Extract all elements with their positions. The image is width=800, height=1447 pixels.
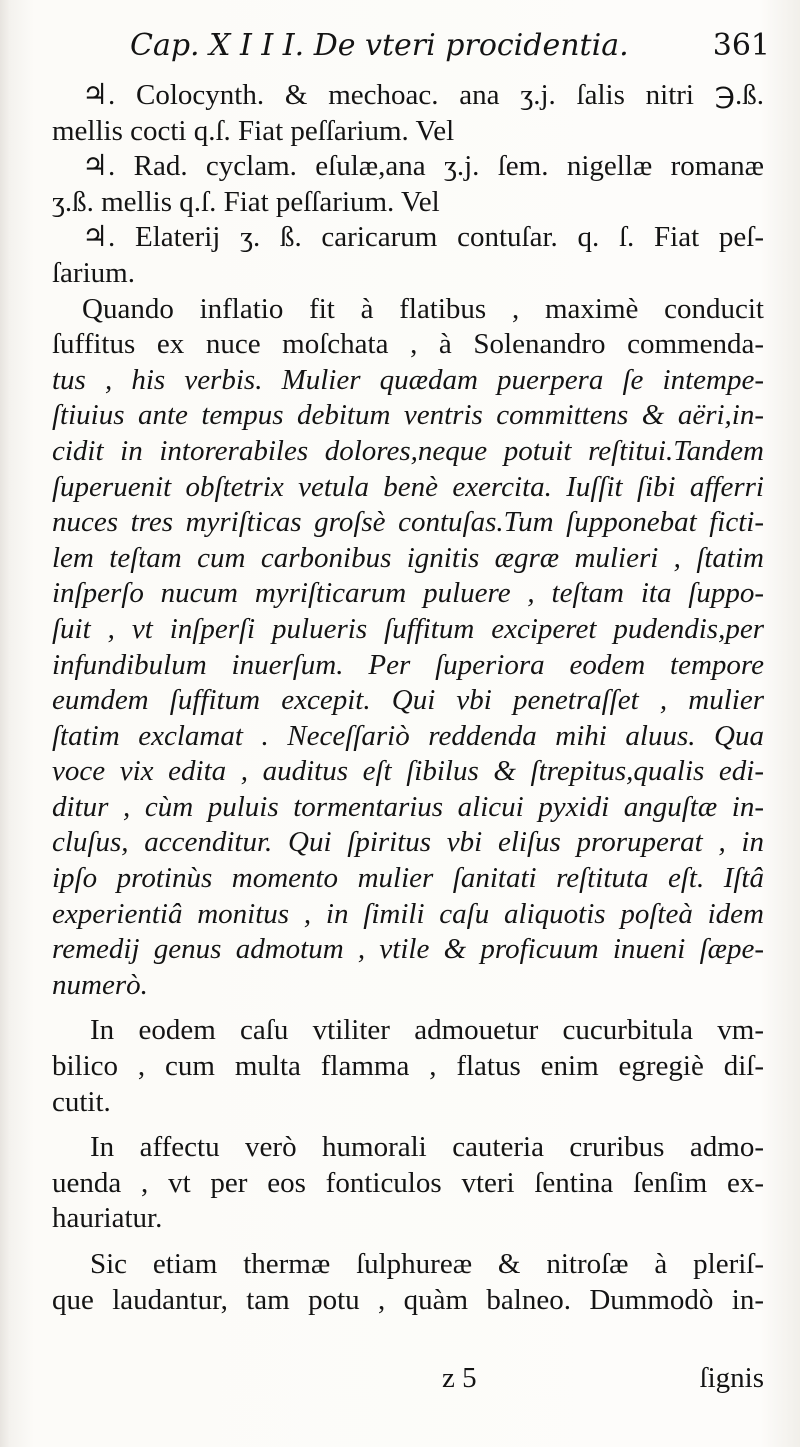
text-line: ſarium.: [52, 256, 135, 289]
text-line: voce vix edita , auditus eſt ſibilus & ſtrepitus,qualis edi-: [52, 755, 764, 788]
text-line: cidit in intorerabiles dolores,neque potuit reſtitui.Tandem: [52, 434, 764, 467]
text-line: Sic etiam thermæ ſulphureæ & nitroſæ à pleriſ-: [90, 1248, 764, 1280]
text-line: tus , his verbis. Mulier quædam puerpera ſe intempe-: [52, 363, 764, 396]
text-line: ipſo protinùs momento mulier ſanitati reſtituta eſt. Iſtâ: [52, 862, 764, 895]
text-line: numerò.: [52, 968, 148, 1001]
text-line: experientiâ monitus , in ſimili caſu aliquotis poſteà idem: [52, 897, 764, 930]
page-number: 361: [712, 28, 770, 63]
paragraph-gap: [52, 1003, 764, 1013]
text-line: remedij genus admotum , vtile & proficuum inueni ſæpe-: [52, 933, 764, 966]
text-line: ſtatim exclamat . Neceſſariò reddenda mihi aluus. Qua: [52, 719, 764, 752]
body-text: [52, 78, 764, 1318]
text-line: cutit.: [52, 1085, 111, 1118]
text-line: ♃. Elaterij ʒ. ß. caricarum contuſar. q. ſ. Fiat peſ-: [82, 221, 764, 254]
paragraph-gap: [52, 1120, 764, 1130]
text-line: nuces tres myriſticas groſsè contuſas.Tum ſupponebat ficti-: [52, 506, 764, 539]
text-line: ♃. Colocynth. & mechoac. ana ʒ.j. ſalis nitri ℈.ß.: [82, 79, 764, 111]
text-line: ſuit , vt inſperſi pulueris ſuffitum exciperet pudendis,per: [52, 612, 764, 645]
running-title: Cap. X I I I. De vteri procidentia.: [130, 28, 629, 63]
page-footer: [52, 1362, 764, 1402]
text-line: uenda , vt per eos fonticulos vteri ſentina ſenſim ex-: [52, 1166, 764, 1199]
text-line: infundibulum inuerſum. Per ſuperiora eodem tempore: [52, 648, 764, 681]
text-line: lem teſtam cum carbonibus ignitis ægræ mulieri , ſtatim: [52, 541, 764, 574]
text-line: ♃. Rad. cyclam. eſulæ,ana ʒ.j. ſem. nigellæ romanæ: [82, 150, 764, 183]
text-line: hauriatur.: [52, 1202, 163, 1235]
text-line: ʒ.ß. mellis q.ſ. Fiat peſſarium. Vel: [52, 185, 440, 218]
paragraph-gap: [52, 1237, 764, 1247]
text-line: eumdem ſuffitum excepit. Qui vbi penetraſſet , mulier: [52, 684, 764, 717]
signature-mark: z 5: [442, 1362, 477, 1394]
text-line: ſuperuenit obſtetrix vetula benè exercita. Iuſſit ſibi afferri: [52, 470, 764, 503]
text-line: que laudantur, tam potu , quàm balneo. Dummodò in-: [52, 1283, 764, 1316]
text-line: ſuffitus ex nuce moſchata , à Solenandro commenda-: [52, 328, 764, 361]
text-line: inſperſo nucum myriſticarum puluere , teſtam ita ſuppo-: [52, 577, 764, 610]
running-header: [130, 28, 770, 63]
text-line: cluſus, accenditur. Qui ſpiritus vbi eliſus proruperat , in: [52, 826, 764, 859]
catchword: ſignis: [699, 1362, 764, 1394]
text-line: ditur , cùm puluis tormentarius alicui pyxidi anguſtæ in-: [52, 790, 764, 823]
text-line: ſtiuius ante tempus debitum ventris committens & aëri,in-: [52, 399, 764, 432]
text-line: Quando inflatio fit à flatibus , maximè conducit: [82, 292, 764, 325]
text-line: In eodem caſu vtiliter admouetur cucurbitula vm-: [90, 1014, 764, 1047]
text-line: bilico , cum multa flamma , flatus enim egregiè diſ-: [52, 1050, 764, 1083]
text-line: mellis cocti q.ſ. Fiat peſſarium. Vel: [52, 114, 455, 147]
text-line: In affectu verò humorali cauteria cruribus admo-: [90, 1131, 764, 1164]
